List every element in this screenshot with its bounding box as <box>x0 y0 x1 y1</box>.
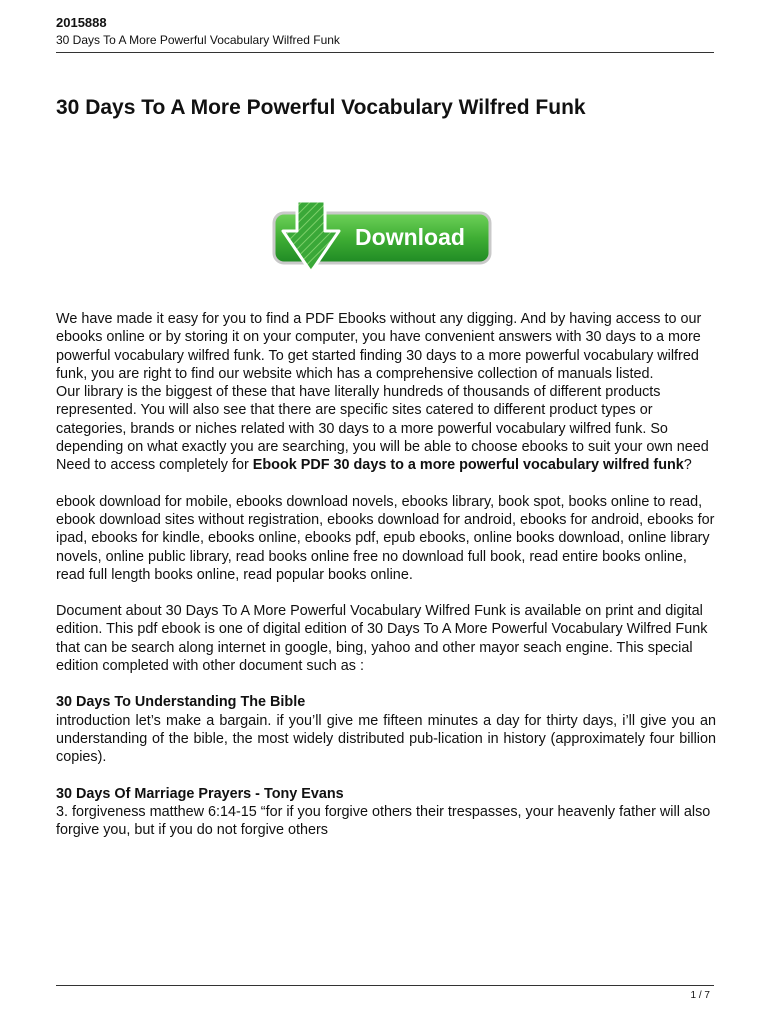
keywords-paragraph: ebook download for mobile, ebooks download novels, ebooks library, book spot, books online to read, ebook download sites without registration, ebooks download for android, ebooks for android, ebooks for ipad, ebooks for kindle, ebooks online, ebooks pdf, epub ebooks, online books download, online library novels, online public library, read books online free no download full book, read entire books online, read full length books online, read popular books online. <box>56 493 715 583</box>
related-text: 3. forgiveness matthew 6:14-15 “for if you forgive others their trespasses, your heavenly father will also forgive you, but if you do not forgive others <box>56 803 711 839</box>
intro-p3-prefix: Need to access completely for <box>56 457 253 474</box>
intro-paragraph-2: Our library is the biggest of these that have literally hundreds of thousands of different products represented. You will also see that there are specific sites catered to different product types or categories, brands or niches related with 30 days to a more powerful vocabulary wilfred funk. So depending on what exactly you are searching, you will be able to choose ebooks to suit your own need <box>56 384 709 456</box>
header-subtitle: 30 Days To A More Powerful Vocabulary Wilfred Funk <box>56 33 340 47</box>
page-number: 1 / 7 <box>690 990 710 1001</box>
intro-p3-bold: Ebook PDF 30 days to a more powerful vocabulary wilfred funk <box>252 457 684 474</box>
document-id: 2015888 <box>56 15 107 30</box>
intro-paragraph-3 <box>56 456 716 474</box>
page-header <box>56 14 714 49</box>
footer-divider <box>56 985 714 986</box>
download-button-label: Download <box>355 224 465 250</box>
page-title: 30 Days To A More Powerful Vocabulary Wilfred Funk <box>56 96 586 119</box>
intro-p3-suffix: ? <box>683 457 692 474</box>
document-about-paragraph: Document about 30 Days To A More Powerful Vocabulary Wilfred Funk is available on print and digital edition. This pdf ebook is one of digital edition of 30 Days To A More Powerful Vocabulary Wilfred Funk that can be search along internet in google, bing, yahoo and other mayor seach engine. This special edition completed with other document such as : <box>56 603 708 675</box>
intro-paragraph-1: We have made it easy for you to find a PDF Ebooks without any digging. And by having access to our ebooks online or by storing it on your computer, you have convenient answers with 30 days to a more powerful vocabulary wilfred funk. To get started finding 30 days to a more powerful vocabulary wilfred funk, you are right to find our website which has a comprehensive collection of manuals listed. <box>56 311 702 382</box>
download-button[interactable] <box>271 198 493 276</box>
related-text: introduction let’s make a bargain. if you’ll give me fifteen minutes a day for thirty days, i’ll give you an understanding of the bible, the most widely distributed pub-lication in history (approximately four billion copies). <box>56 712 716 766</box>
document-body <box>56 310 716 839</box>
header-divider <box>56 52 714 53</box>
related-title: 30 Days To Understanding The Bible <box>56 694 306 711</box>
related-title: 30 Days Of Marriage Prayers - Tony Evans <box>56 785 344 802</box>
